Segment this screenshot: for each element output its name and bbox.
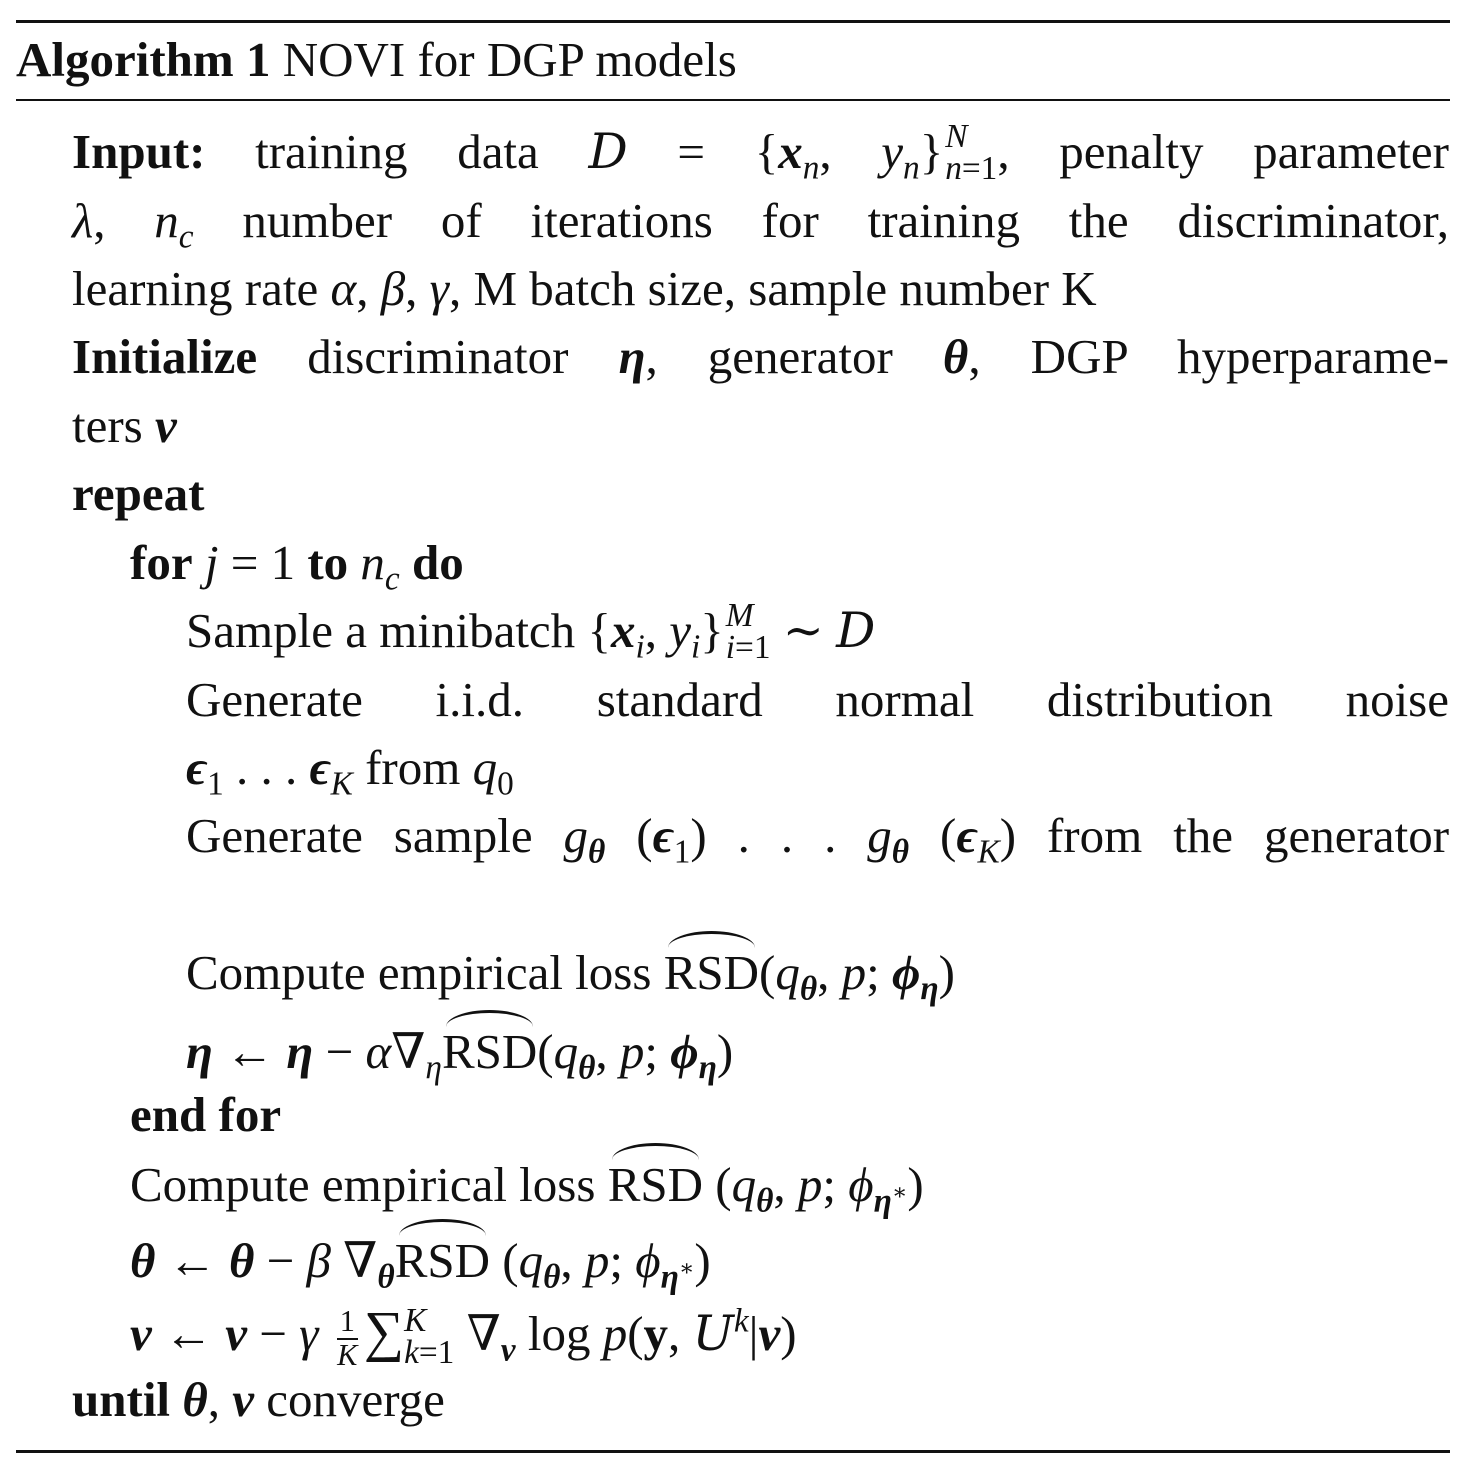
input-line-2 [72, 191, 1450, 256]
input-line3-b: , M batch size, sample number K [448, 261, 1097, 316]
algorithm-title [16, 30, 737, 90]
gen-text-b: from the generator [1046, 808, 1450, 863]
eta-update-line [186, 1022, 734, 1087]
initialize-keyword: Initialize [72, 329, 258, 384]
noise-text-a: Generate i.i.d. standard normal distribution noise [186, 672, 1449, 727]
math-theta-update: θ ← θ − β $\nabla_\theta RSD$ ($q_\theta$, p; $\phi_{\eta^∗}$) [130, 1233, 711, 1296]
math-nu-update: ν ← ν − γ $\frac{1}{K}$ ∑ K k=1 $\nabla_\nu$ log p(y, $U^k|\nu$) [130, 1301, 797, 1372]
initialize-line-2 [72, 396, 177, 456]
math-eta-update: η ← $\eta - \alpha\nabla_\eta RSD(q_\theta$, p; $\phi_\eta$) [186, 1024, 734, 1087]
input-text-a: training data [255, 124, 539, 179]
initialize-text-a: discriminator [307, 329, 569, 384]
math-training-data: $D = \{x_n$, $y_n$} N n=1 [588, 118, 998, 187]
math-nc: $n_c$ [360, 535, 400, 598]
end-for-line [130, 1085, 281, 1145]
math-lambda-nc: λ, $n_c$ [72, 193, 194, 256]
until-line [72, 1370, 445, 1430]
algorithm-title-rule [16, 99, 1450, 101]
noise-line-2 [186, 738, 514, 803]
sample-text: Sample a minibatch [186, 603, 576, 658]
to-keyword: to [307, 535, 349, 590]
for-keyword: for [130, 535, 193, 590]
math-theta: θ [942, 329, 969, 384]
nu-update-line [130, 1302, 797, 1372]
math-inner-rsd: $RSD(q_\theta$, p; $\phi_\eta$) [663, 945, 955, 1008]
repeat-line [72, 464, 204, 524]
inner-loss-line [186, 943, 955, 1008]
algorithm-label: Algorithm 1 [16, 32, 271, 87]
inner-loss-text: Compute empirical loss [186, 945, 652, 1000]
initialize-line-1 [72, 327, 1449, 387]
input-line-3 [72, 259, 1097, 319]
math-rates: α, β, γ [330, 261, 449, 316]
outer-loss-line [130, 1155, 924, 1220]
until-text: converge [266, 1372, 445, 1427]
algorithm-bottom-rule [16, 1450, 1450, 1453]
initialize-text-b: , generator [645, 329, 893, 384]
math-nu: ν [155, 398, 177, 453]
noise-line-1 [186, 670, 1449, 730]
repeat-keyword: repeat [72, 466, 205, 521]
algorithm-name: NOVI for DGP models [282, 32, 737, 87]
do-keyword: do [411, 535, 464, 590]
input-line2-text: number of iterations for training the discriminator, [242, 193, 1450, 248]
for-line [130, 533, 464, 598]
math-epsilons: $\epsilon_1$ . . . $\epsilon_K$ [186, 740, 353, 803]
outer-loss-text: Compute empirical loss [130, 1157, 596, 1212]
until-keyword: until [72, 1372, 171, 1427]
end-for-keyword: end for [130, 1087, 282, 1142]
input-keyword: Input: [72, 124, 206, 179]
input-line-1 [72, 118, 1449, 188]
initialize-line2-text: ters [72, 398, 143, 453]
math-outer-rsd: RSD ($q_\theta$, p; $\phi_{\eta^∗}$) [607, 1157, 924, 1220]
noise-text-b: from [365, 740, 461, 795]
math-q0: $q_0$ [472, 740, 514, 803]
math-j-eq-1: j = 1 [204, 535, 296, 590]
initialize-text-c: , DGP hyperparame- [968, 329, 1450, 384]
input-line3-a: learning rate [72, 261, 319, 316]
math-minibatch: {$x_i$, $y_i$} M i=1 ∼ D [587, 597, 876, 666]
math-eta: η [618, 329, 646, 384]
gen-text-a: Generate sample [186, 808, 533, 863]
theta-update-line [130, 1231, 711, 1296]
algorithm-top-rule [16, 20, 1450, 23]
math-theta-nu: θ, ν [182, 1372, 254, 1427]
generate-sample-line [186, 806, 1450, 871]
math-generator-samples: $g_\theta$ $(\epsilon_1)$ . . . $g_\theta$ $(\epsilon_K)$ [563, 808, 1017, 871]
input-text-b: , penalty parameter [997, 124, 1449, 179]
sample-line [186, 597, 876, 667]
